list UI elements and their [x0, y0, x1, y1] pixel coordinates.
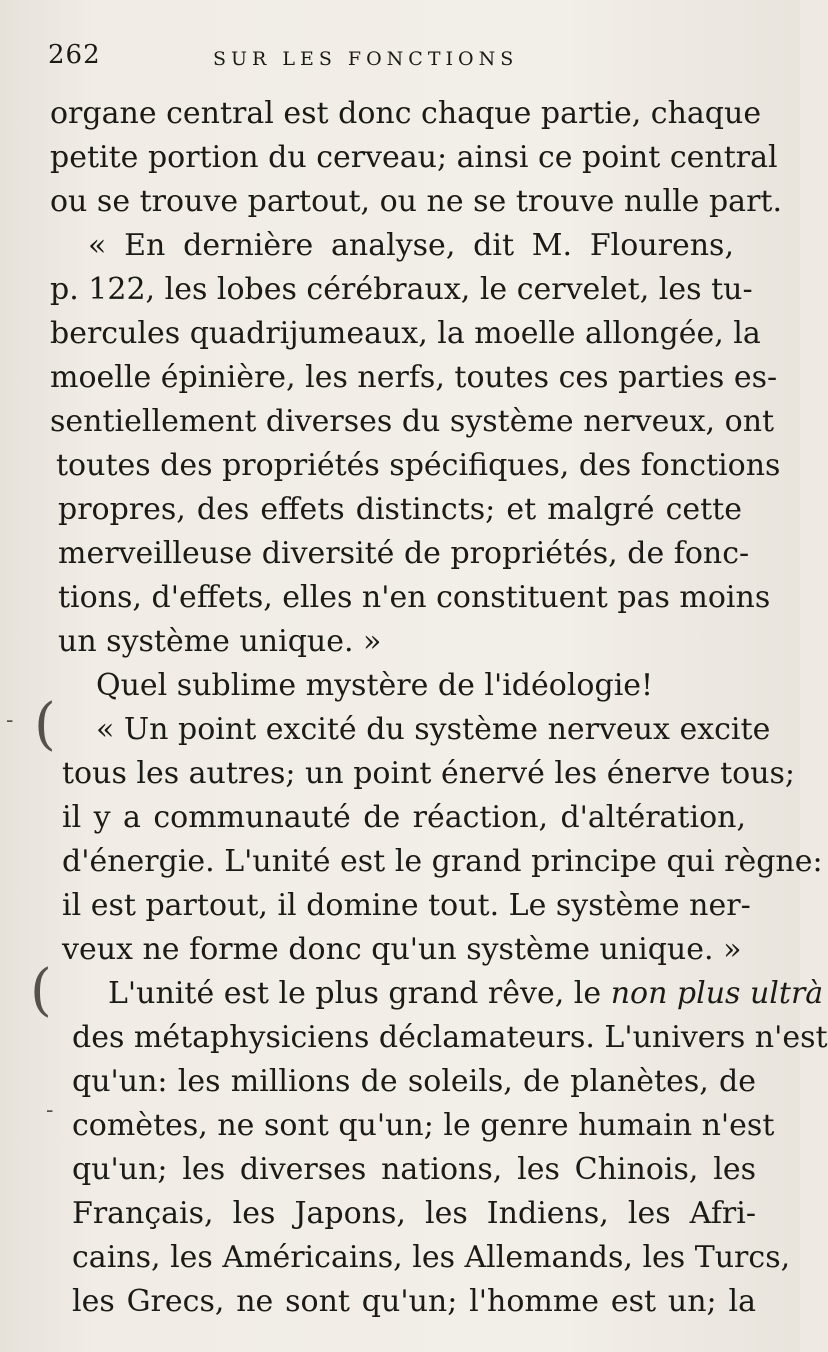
text-line: d'énergie. L'unité est le grand principe qui règne: [62, 844, 823, 879]
margin-pencil-mark: - [46, 1098, 54, 1123]
text-line: Quel sublime mystère de l'idéologie! [96, 668, 654, 703]
text-line: tions, d'effets, elles n'en constituent pas moins [58, 580, 771, 615]
text-line: il est partout, il domine tout. Le système ner- [62, 888, 751, 923]
text-line: petite portion du cerveau; ainsi ce point central [50, 140, 778, 175]
text-line: Français, les Japons, les Indiens, les Afri- [72, 1196, 756, 1231]
margin-bracket-mark: ( [34, 692, 56, 757]
text-line: ou se trouve partout, ou ne se trouve nulle part. [50, 184, 782, 219]
text-line: qu'un; les diverses nations, les Chinois, les [72, 1152, 756, 1187]
text-line: cains, les Américains, les Allemands, les Turcs, [72, 1240, 791, 1275]
text-line: qu'un: les millions de soleils, de planètes, de [72, 1064, 756, 1099]
text-run: L'unité est le plus grand rêve, le [108, 976, 611, 1011]
text-line: il y a communauté de réaction, d'altération, [62, 800, 746, 835]
margin-bracket-mark: ( [30, 958, 52, 1023]
text-line: des métaphysiciens déclamateurs. L'univers n'est [72, 1020, 828, 1055]
text-line: comètes, ne sont qu'un; le genre humain n'est [72, 1108, 775, 1143]
text-line: sentiellement diverses du système nerveux, ont [50, 404, 775, 439]
text-line: p. 122, les lobes cérébraux, le cervelet, les tu- [50, 272, 753, 307]
page-number: 262 [48, 40, 101, 70]
text-line: tous les autres; un point énervé les énerve tous; [62, 756, 796, 791]
text-line: toutes des propriétés spécifiques, des fonctions [56, 448, 781, 483]
text-line: bercules quadrijumeaux, la moelle allongée, la [50, 316, 761, 351]
text-line: merveilleuse diversité de propriétés, de fonc- [58, 536, 750, 571]
text-line: « Un point excité du système nerveux excite [96, 712, 771, 747]
italic-text-run: non plus ultrà [610, 976, 824, 1011]
running-head: SUR LES FONCTIONS [213, 48, 519, 70]
margin-pencil-mark: - [6, 708, 14, 733]
text-line: propres, des effets distincts; et malgré cette [58, 492, 742, 527]
text-line: organe central est donc chaque partie, chaque [50, 96, 762, 131]
text-line: les Grecs, ne sont qu'un; l'homme est un; la [72, 1284, 756, 1319]
text-line: « En dernière analyse, dit M. Flourens, [88, 228, 734, 263]
text-line: veux ne forme donc qu'un système unique. » [62, 932, 742, 967]
text-line: moelle épinière, les nerfs, toutes ces parties es- [50, 360, 778, 395]
text-line [108, 972, 824, 1016]
text-line: un système unique. » [58, 624, 382, 659]
page-header [48, 40, 760, 80]
